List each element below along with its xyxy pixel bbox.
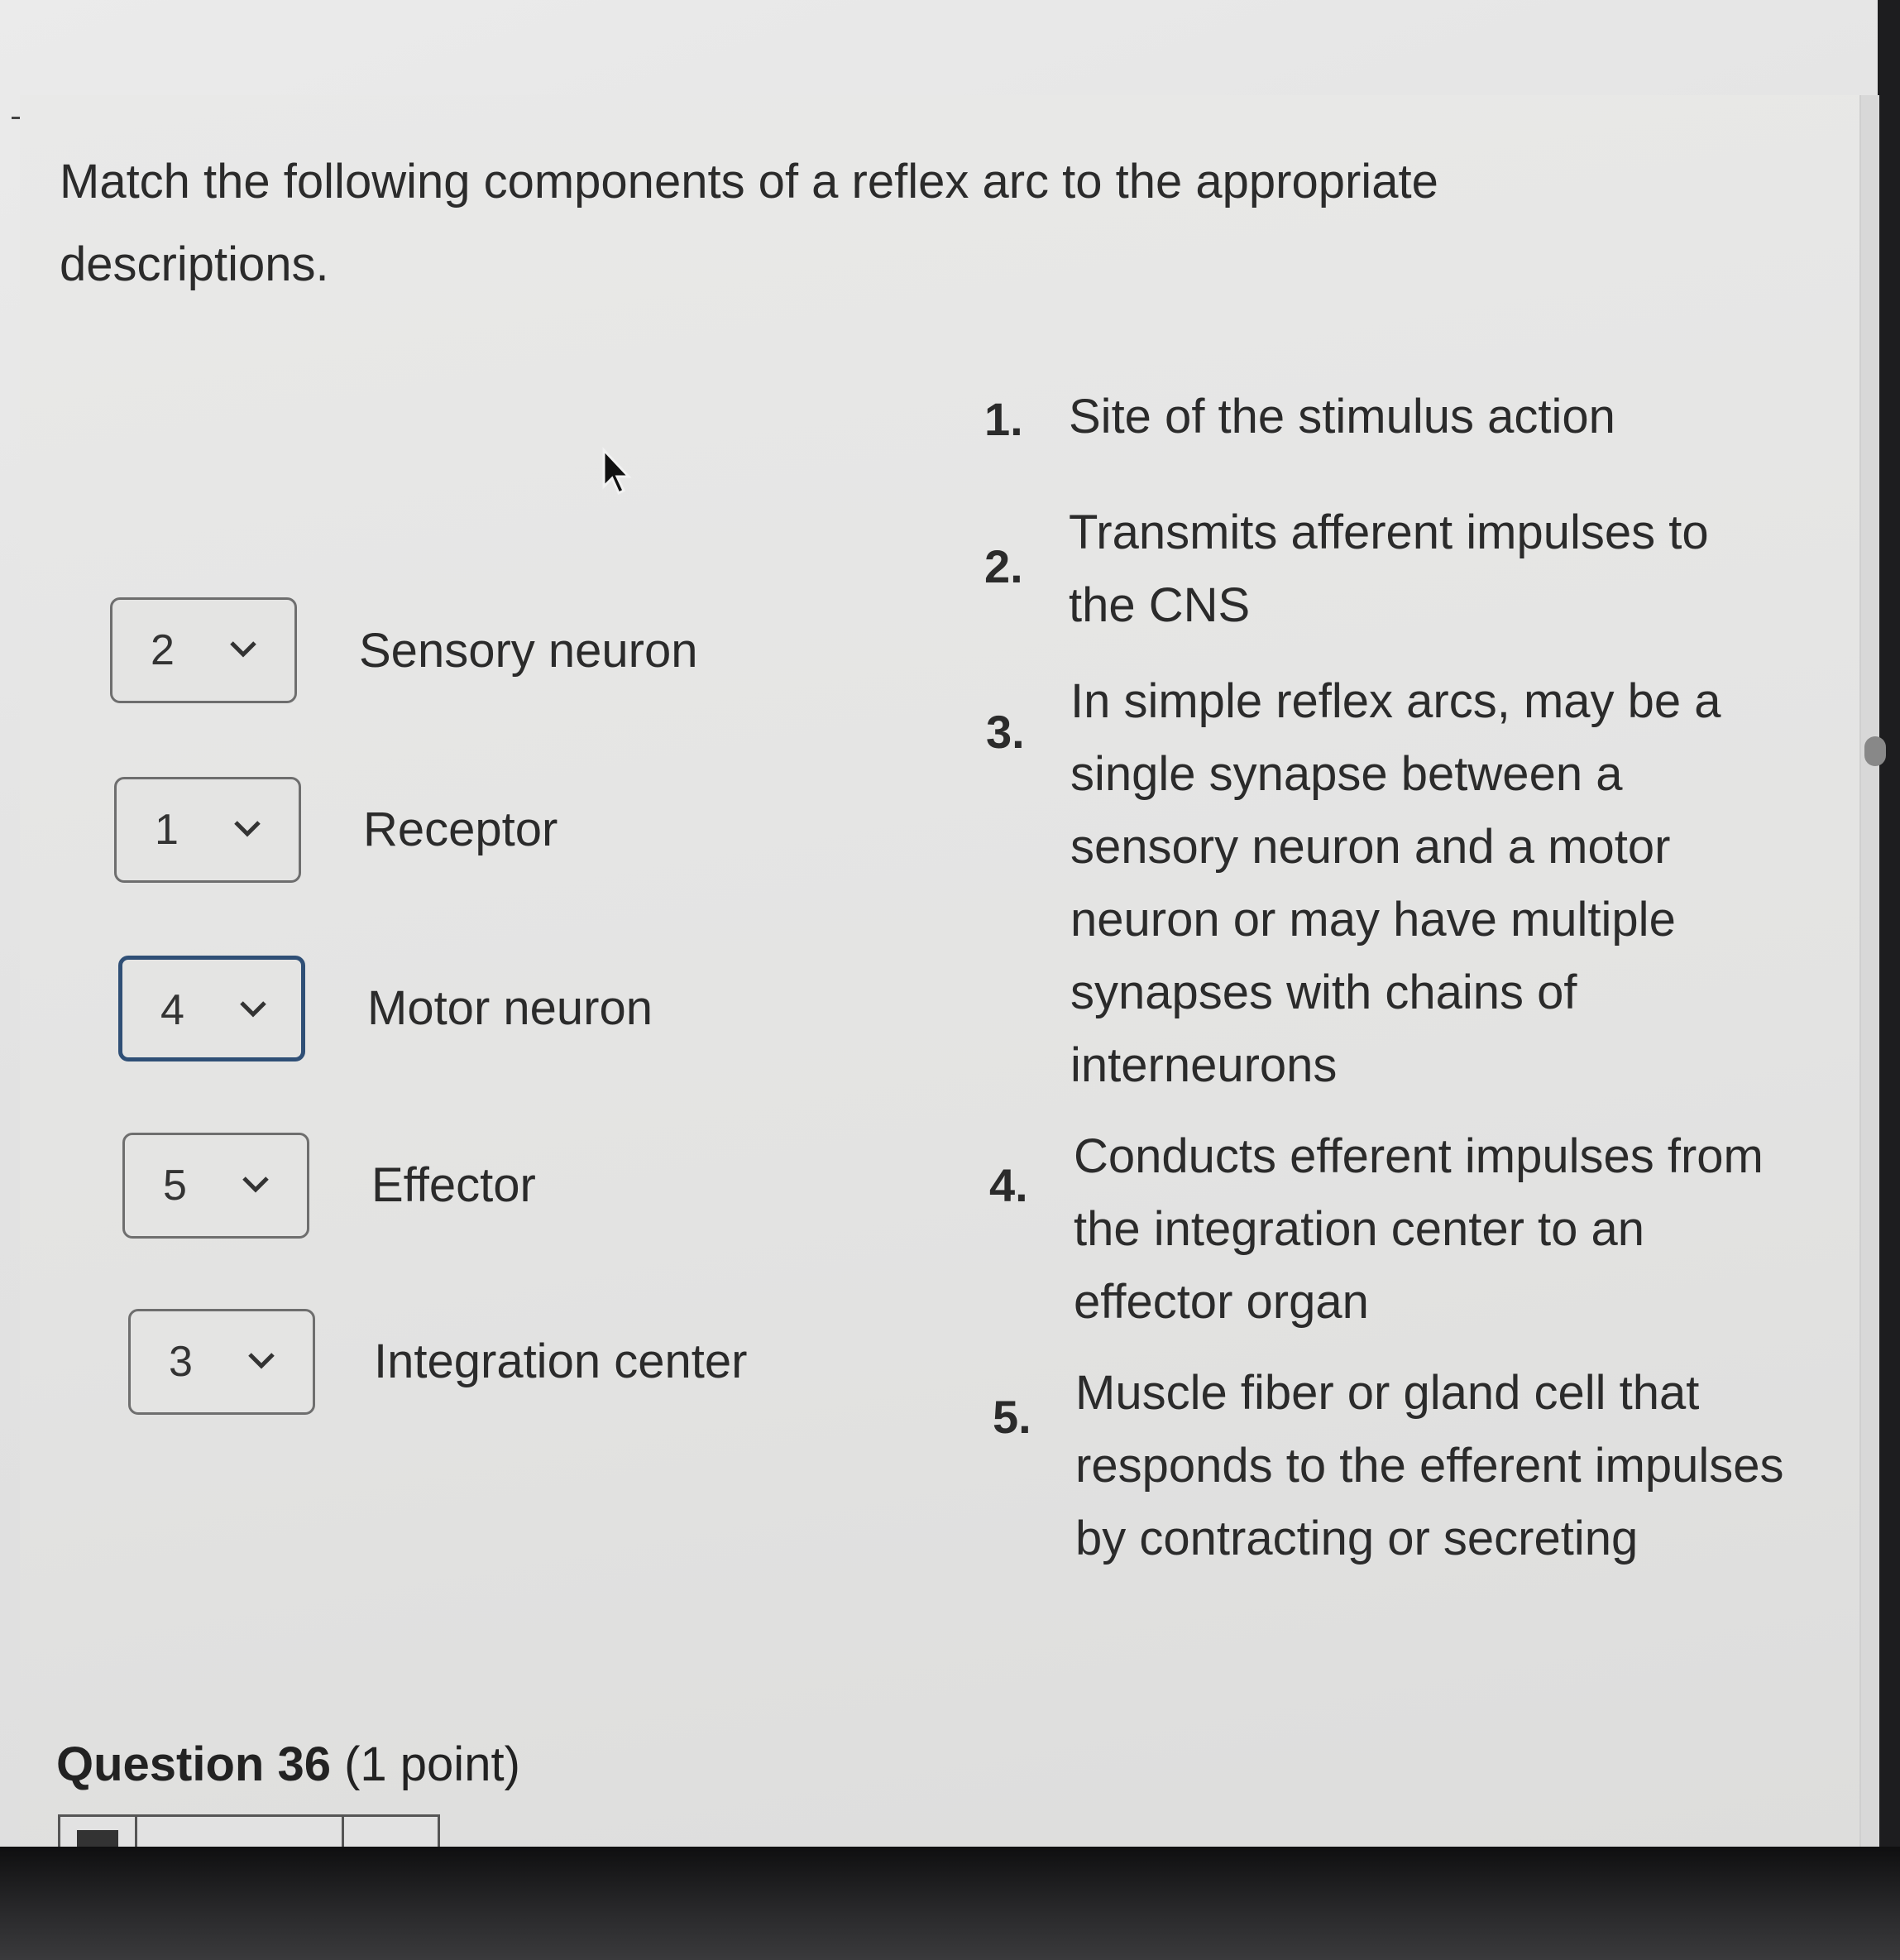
monitor-bezel xyxy=(0,1847,1900,1960)
select-value: 5 xyxy=(163,1162,187,1210)
match-select-motor-neuron[interactable] xyxy=(118,956,305,1061)
match-select-integration-center[interactable] xyxy=(128,1309,315,1415)
term-label: Receptor xyxy=(363,803,558,856)
next-question-header xyxy=(56,1732,520,1798)
mouse-pointer-icon xyxy=(601,447,634,496)
toolbar-divider xyxy=(342,1817,344,1849)
toolbar-divider xyxy=(135,1817,137,1849)
select-value: 2 xyxy=(151,626,175,674)
question-number: Question 36 xyxy=(56,1737,331,1791)
description-text: Site of the stimulus action xyxy=(1069,390,1615,443)
chevron-down-icon xyxy=(231,816,264,841)
question-prompt: Match the following components of a reflex arc to the appropriate descriptions. xyxy=(60,155,1438,291)
match-select-sensory-neuron[interactable] xyxy=(110,597,297,703)
term-label: Integration center xyxy=(374,1335,748,1388)
question-points: (1 point) xyxy=(344,1737,520,1791)
description-text: In simple reflex arcs, may be a single synapse between a sensory neuron and a motor neuron or may have multiple synapses with chains of interneurons xyxy=(1070,674,1721,1092)
chevron-down-icon xyxy=(239,1172,272,1196)
select-value: 4 xyxy=(160,986,184,1034)
description-number: 3. xyxy=(986,706,1025,758)
chevron-down-icon xyxy=(237,996,270,1021)
select-value: 1 xyxy=(155,806,179,854)
description-number: 1. xyxy=(984,393,1023,445)
select-value: 3 xyxy=(169,1338,193,1386)
match-select-effector[interactable] xyxy=(122,1133,309,1239)
match-select-receptor[interactable] xyxy=(114,777,301,883)
term-label: Motor neuron xyxy=(367,981,653,1035)
description-text: Conducts efferent impulses from the integration center to an effector organ xyxy=(1074,1129,1764,1329)
chevron-down-icon xyxy=(227,636,260,661)
chevron-down-icon xyxy=(245,1348,278,1373)
description-number: 5. xyxy=(993,1391,1031,1443)
term-label: Sensory neuron xyxy=(359,624,698,678)
scrollbar-thumb[interactable] xyxy=(1864,736,1886,766)
description-number: 4. xyxy=(989,1159,1028,1211)
description-text: Muscle fiber or gland cell that responds to the efferent impulses by contracting or secreting xyxy=(1075,1366,1784,1565)
term-label: Effector xyxy=(371,1158,536,1212)
description-number: 2. xyxy=(984,540,1023,592)
scrollbar-track[interactable] xyxy=(1859,95,1879,1847)
stop-icon[interactable] xyxy=(77,1830,118,1847)
media-toolbar xyxy=(58,1814,440,1847)
description-text: Transmits afferent impulses to the CNS xyxy=(1069,506,1709,632)
